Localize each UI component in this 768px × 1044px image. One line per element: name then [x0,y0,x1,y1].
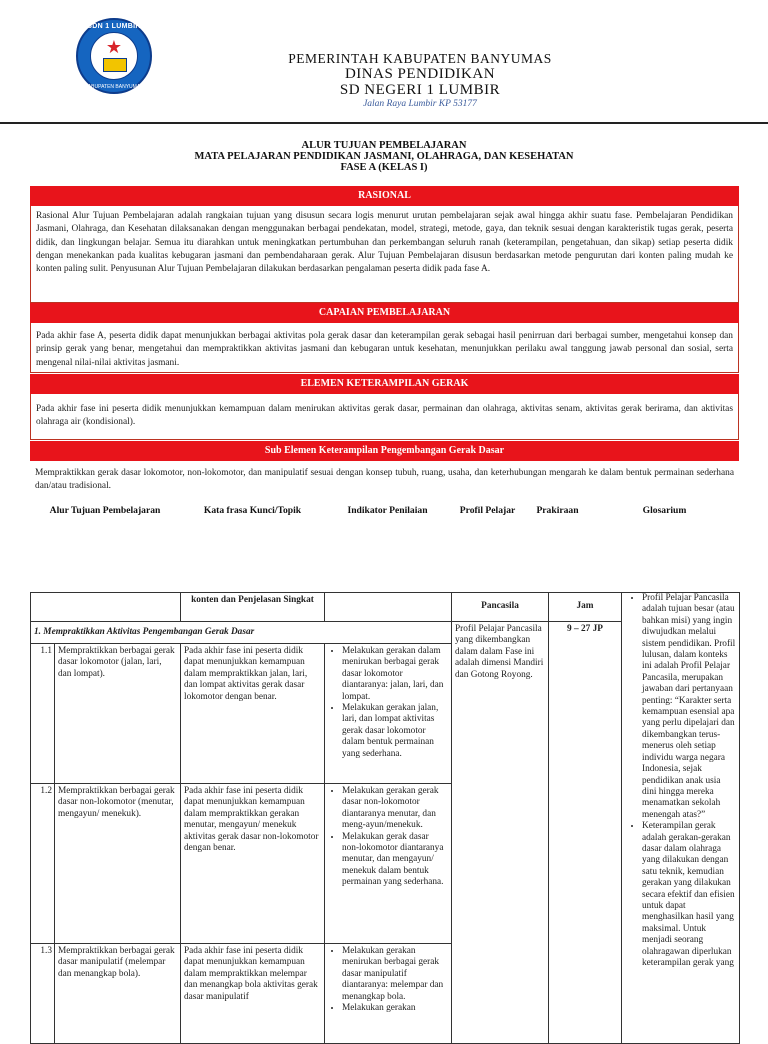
glosarium-item: • Keterampilan gerak adalah gerakan-gerakan dasar dalam olahraga yang dilakukan dengan satu teknik, kemudian gerakan yang dilakukan secara efektif dan efisien untuk dapat menghasilkan hasil yang maksimal. Untuk menjadi seorang olahragawan diperlukan keterampilan gerak yang [642,821,736,969]
header-jam: Jam [549,593,622,622]
capaian-text: Pada akhir fase A, peserta didik dapat menunjukkan berbagai aktivitas pola gerak dasar dan keterampilan gerak sebagai hasil penirruan dari berbagai sumber, mengetahui konsep dan prinsip gerak yang benar, mengetahui dan mempraktikkan aktivitas jasmani dan kebugaran untuk kesehatan, menunjukkan perilaku awal tanggung jawab personal dan sosial, serta mengenal nilai-nilai aktivitas jasmani. [30,323,739,373]
logo-top-text: SDN 1 LUMBIR [87,23,141,30]
header-line2: DINAS PENDIDIKAN [344,66,496,82]
row-tujuan: Mempraktikkan berbagai gerak dasar non-lokomotor (menutar, mengayun/ menekuk). [55,784,181,944]
row-indikator [325,784,452,944]
rasional-text: Rasional Alur Tujuan Pembelajaran adalah rangkaian tujuan yang disusun secara logis menurut urutan pembelajaran sejak awal hingga akhir suatu fase. Pembelajaran Pendidikan Jasmani, Olahraga, dan Kesehatan dilaksanakan dengan menggunakan berbagai pendekatan, model, strategi, metode, gaya, dan teknik sesuai dengan karakteristik tugas gerak, peserta didik, dan lingkungan belajar. Semua itu diarahkan untuk meningkatkan pertumbuhan dan perkembangan seluruh ranah (keterampilan, pengetahuan, dan sikap) setiap peserta didik dengan menekankan pada kualitas kebugaran jasmani dan pembendaharaan gerak. Alur Tujuan Pembelajaran disusun berdasarkan metode pengurutan dari konten paling mudah ke konten paling sulit. Penyusunan Alur Tujuan Pembelajaran dilakukan berdasarkan pengalaman peserta didik pada fase A. [30,206,739,303]
rasional-heading: RASIONAL [30,186,739,206]
main-item-heading: 1. Mempraktikkan Aktivitas Pengembangan Gerak Dasar [31,622,452,644]
header-konten: konten dan Penjelasan Singkat [181,593,325,622]
header-pancasila: Pancasila [452,593,549,622]
row-konten: Pada akhir fase ini peserta didik dapat menunjukkan kemampuan dalam mempraktikkan jalan, lari, dan lompat aktivitas gerak dasar lokomotor dengan benar. [181,644,325,784]
book-icon [103,58,127,72]
col-profil-pelajar: Profil Pelajar [459,505,516,516]
indikator-item: • Melakukan gerakan gerak dasar non-lokomotor diantaranya menutar, dan meng-ayun/menekuk. [342,786,448,832]
row-konten: Pada akhir fase ini peserta didik dapat menunjukkan kemampuan dalam mempraktikkan gerakan menutar, mengayun/ menekuk aktivitas gerak dasar non-lokomotor dengan benar. [181,784,325,944]
indikator-item: • Melakukan gerakan menirukan berbagai gerak dasar manipulatif diantaranya: melempar dan menangkap bola. [342,946,448,1003]
row-indikator [325,944,452,1044]
col-indikator: Indikator Penilaian [347,505,428,516]
header-divider [0,122,768,124]
header-line3: SD NEGERI 1 LUMBIR [339,82,501,98]
row-number: 1.3 [31,944,55,1044]
school-logo [76,18,152,94]
row-tujuan: Mempraktikkan berbagai gerak dasar lokomotor (jalan, lari, dan lompat). [55,644,181,784]
logo-bottom-text: KABUPATEN BANYUMAS [84,84,144,90]
row-konten: Pada akhir fase ini peserta didik dapat menunjukkan kemampuan dalam mempraktikkan melempar dan menangkap bola aktivitas gerak dasar manipulatif [181,944,325,1044]
elemen-heading: ELEMEN KETERAMPILAN GERAK [30,374,739,394]
doc-title-1: ALUR TUJUAN PEMBELAJARAN [301,140,467,151]
doc-title-2: MATA PELAJARAN PENDIDIKAN JASMANI, OLAHRAGA, DAN KESEHATAN [194,151,574,162]
capaian-heading: CAPAIAN PEMBELAJARAN [30,303,739,323]
indikator-item: • Melakukan gerakan dalam menirukan berbagai gerak dasar lokomotor diantaranya: jalan, lari, dan lompat. [342,646,448,703]
header-line1: PEMERINTAH KABUPATEN BANYUMAS [288,51,552,66]
indikator-item: • Melakukan gerakan jalan, lari, dan lompat aktivitas gerak dasar lokomotor dalam bentuk permainan yang sederhana. [342,703,448,760]
atp-table [30,592,740,1044]
row-indikator [325,644,452,784]
row-number: 1.1 [31,644,55,784]
glosarium-item: • Profil Pelajar Pancasila adalah tujuan besar (atau bahkan misi) yang ingin diwujudkan melalui sistem pendidikan. Profil lulusan, dalam konteks ini adalah Profil Pelajar Pancasila, merupakan jawaban dari pertanyaan penting: “Karakter serta kemampuan esensial apa yang perlu dipelajari dan dikembangkan terus-menerus oleh setiap individu warga negara Indonesia, sejak pendidikan anak usia dini hingga mereka menamatkan sekolah menengah atas?” [642,593,736,821]
col-kata-frasa: Kata frasa Kunci/Topik [203,505,302,516]
indikator-item: • Melakukan gerakan [342,1003,448,1014]
sub-elemen-heading: Sub Elemen Keterampilan Pengembangan Gerak Dasar [30,441,739,461]
elemen-text: Pada akhir fase ini peserta didik menunjukkan kemampuan dalam menirukan aktivitas gerak dasar, permainan dan olahraga, aktivitas senam, aktivitas gerak berirama, dan aktivitas olahraga air (kondisional). [30,394,739,440]
header-address: Jalan Raya Lumbir KP 53177 [363,99,477,109]
profil-cell: Profil Pelajar Pancasila yang dikembangkan dalam dalam Fase ini adalah dimensi Mandiri dan Gotong Royong. [452,622,549,1044]
col-alur-tujuan: Alur Tujuan Pembelajaran [49,505,161,516]
header-cell-empty-2 [325,593,452,622]
col-prakiraan: Prakiraan [536,505,579,516]
header-cell-empty [31,593,181,622]
jam-cell: 9 – 27 JP [549,622,622,1044]
col-glosarium: Glosarium [642,505,687,516]
row-number: 1.2 [31,784,55,944]
doc-title-3: FASE A (KELAS I) [340,162,428,173]
row-tujuan: Mempraktikkan berbagai gerak dasar manipulatif (melempar dan menangkap bola). [55,944,181,1044]
sub-elemen-text: Mempraktikkan gerak dasar lokomotor, non-lokomotor, dan manipulatif sesuai dengan konsep tubuh, ruang, usaha, dan keterhubungan mengarah ke dalam bentuk permainan sederhana dan/atau tradisional. [35,468,734,492]
glosarium-cell [622,593,740,1044]
logo-emblem [90,32,138,80]
indikator-item: • Melakukan gerak dasar non-lokomotor diantaranya menutar, dan mengayun/ menekuk dalam bentuk permainan yang sederhana. [342,832,448,889]
star-icon: ★ [105,37,123,57]
